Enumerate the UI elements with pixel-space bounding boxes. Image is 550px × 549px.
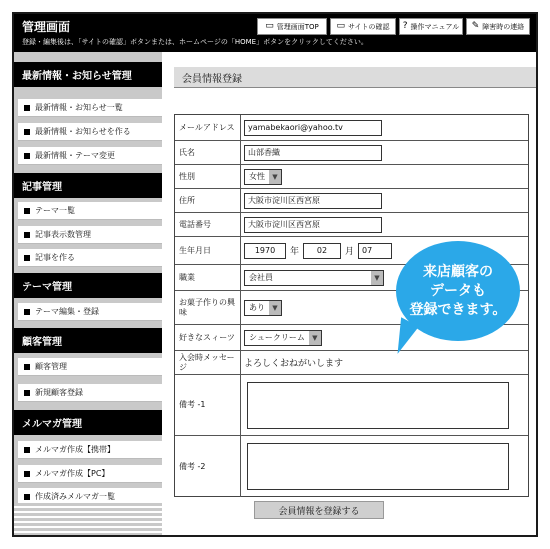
note1-textarea[interactable] bbox=[247, 382, 509, 429]
bullet-icon bbox=[24, 105, 30, 111]
gender-select[interactable]: 女性 ▼ bbox=[244, 169, 282, 185]
name-label: 氏名 bbox=[175, 141, 241, 164]
sidebar-item-mailmag-pc[interactable]: メルマガ作成【PC】 bbox=[18, 465, 162, 483]
bullet-icon bbox=[24, 447, 30, 453]
address-field[interactable]: 大阪市淀川区西宮原 bbox=[244, 193, 382, 209]
email-label: メールアドレス bbox=[175, 115, 241, 140]
app-title: 管理画面 bbox=[22, 20, 71, 34]
bullet-icon bbox=[24, 153, 30, 159]
note1-row bbox=[175, 375, 528, 436]
message-row bbox=[175, 351, 528, 375]
sidebar-item-article-count[interactable]: 記事表示数管理 bbox=[18, 226, 162, 244]
monitor-icon: ▭ bbox=[265, 21, 274, 31]
sidebar-section-news: 最新情報・お知らせ管理 bbox=[14, 62, 162, 87]
sidebar-section-customers: 顧客管理 bbox=[14, 328, 162, 353]
note2-row bbox=[175, 436, 528, 497]
year-unit: 年 bbox=[290, 247, 300, 257]
sidebar-item-theme-edit[interactable]: テーマ編集・登録 bbox=[18, 303, 162, 321]
sidebar-item-mailmag-mobile[interactable]: メルマガ作成【携帯】 bbox=[18, 441, 162, 459]
bullet-icon bbox=[24, 494, 30, 500]
phone-label: 電話番号 bbox=[175, 213, 241, 236]
email-row bbox=[175, 115, 528, 141]
sidebar-item-mailmag-list[interactable]: 作成済みメルマガ一覧 bbox=[18, 488, 162, 506]
birth-day-field[interactable]: 07 bbox=[358, 243, 392, 259]
callout-line-1: 来店顧客の bbox=[423, 263, 493, 280]
sidebar-section-mailmag: メルマガ管理 bbox=[14, 410, 162, 435]
address-label: 住所 bbox=[175, 189, 241, 212]
bullet-icon bbox=[24, 390, 30, 396]
trouble-contact-button[interactable]: ✎ 障害時の連絡 bbox=[466, 18, 530, 35]
bullet-icon bbox=[24, 129, 30, 135]
note2-label: 備考 -2 bbox=[175, 436, 241, 497]
bullet-icon bbox=[24, 471, 30, 477]
message-value: よろしくおねがいします bbox=[244, 359, 344, 369]
bullet-icon bbox=[24, 309, 30, 315]
bullet-icon bbox=[24, 208, 30, 214]
birthday-label: 生年月日 bbox=[175, 237, 241, 264]
sidebar-item-news-list[interactable]: 最新情報・お知らせ一覧 bbox=[18, 99, 162, 117]
phone-row bbox=[175, 213, 528, 237]
sidebar-section-articles: 記事管理 bbox=[14, 173, 162, 198]
favorite-sweets-label: 好きなスィーツ bbox=[175, 325, 241, 350]
sidebar bbox=[14, 52, 162, 537]
page-title: 会員情報登録 bbox=[174, 67, 536, 88]
birth-month-field[interactable]: 02 bbox=[303, 243, 341, 259]
month-unit: 月 bbox=[345, 247, 355, 257]
wrench-icon: ✎ bbox=[471, 21, 480, 31]
chevron-down-icon: ▼ bbox=[371, 271, 383, 285]
manual-button[interactable]: ? 操作マニュアル bbox=[399, 18, 463, 35]
job-label: 職業 bbox=[175, 265, 241, 290]
email-field[interactable]: yamabekaori@yahoo.tv bbox=[244, 120, 382, 136]
chevron-down-icon: ▼ bbox=[269, 301, 281, 315]
bullet-icon bbox=[24, 255, 30, 261]
gender-row bbox=[175, 165, 528, 189]
header-note: 登録・編集後は、「サイトの確認」ボタンまたは、ホームページの「HOME」ボタンをクリックしてください。 bbox=[22, 38, 368, 46]
admin-window bbox=[12, 12, 538, 537]
sidebar-item-customer-manage[interactable]: 顧客管理 bbox=[18, 358, 162, 376]
sidebar-item-theme-list[interactable]: テーマ一覧 bbox=[18, 202, 162, 220]
favorite-sweets-select[interactable]: シュークリーム ▼ bbox=[244, 330, 322, 346]
sidebar-item-customer-new[interactable]: 新規顧客登録 bbox=[18, 384, 162, 402]
job-select[interactable]: 会社員 ▼ bbox=[244, 270, 384, 286]
site-check-button[interactable]: ▭ サイトの確認 bbox=[330, 18, 396, 35]
chevron-down-icon: ▼ bbox=[309, 331, 321, 345]
gender-label: 性別 bbox=[175, 165, 241, 188]
callout-bubble bbox=[396, 241, 520, 341]
header-bar bbox=[14, 14, 536, 52]
register-button[interactable]: 会員情報を登録する bbox=[254, 501, 384, 519]
phone-field[interactable]: 大阪市淀川区西宮原 bbox=[244, 217, 382, 233]
address-row bbox=[175, 189, 528, 213]
name-row bbox=[175, 141, 528, 165]
callout-line-2: データも bbox=[430, 282, 486, 299]
question-icon: ? bbox=[402, 21, 408, 31]
note1-label: 備考 -1 bbox=[175, 375, 241, 435]
sidebar-item-news-theme[interactable]: 最新情報・テーマ変更 bbox=[18, 147, 162, 165]
name-field[interactable]: 山部香織 bbox=[244, 145, 382, 161]
note2-textarea[interactable] bbox=[247, 443, 509, 490]
chevron-down-icon: ▼ bbox=[269, 170, 281, 184]
bullet-icon bbox=[24, 364, 30, 370]
sidebar-item-article-create[interactable]: 記事を作る bbox=[18, 249, 162, 267]
birth-year-field[interactable]: 1970 bbox=[244, 243, 286, 259]
monitor-icon: ▭ bbox=[336, 21, 345, 31]
sidebar-decoration bbox=[14, 503, 162, 537]
admin-top-button[interactable]: ▭ 管理画面TOP bbox=[257, 18, 327, 35]
sweets-interest-label: お菓子作りの興味 bbox=[175, 291, 241, 324]
message-label: 入会時メッセージ bbox=[175, 351, 241, 374]
callout-line-3: 登録できます。 bbox=[409, 301, 507, 318]
sidebar-item-news-create[interactable]: 最新情報・お知らせを作る bbox=[18, 123, 162, 141]
sweets-interest-select[interactable]: あり ▼ bbox=[244, 300, 282, 316]
bullet-icon bbox=[24, 232, 30, 238]
sidebar-section-theme: テーマ管理 bbox=[14, 273, 162, 298]
